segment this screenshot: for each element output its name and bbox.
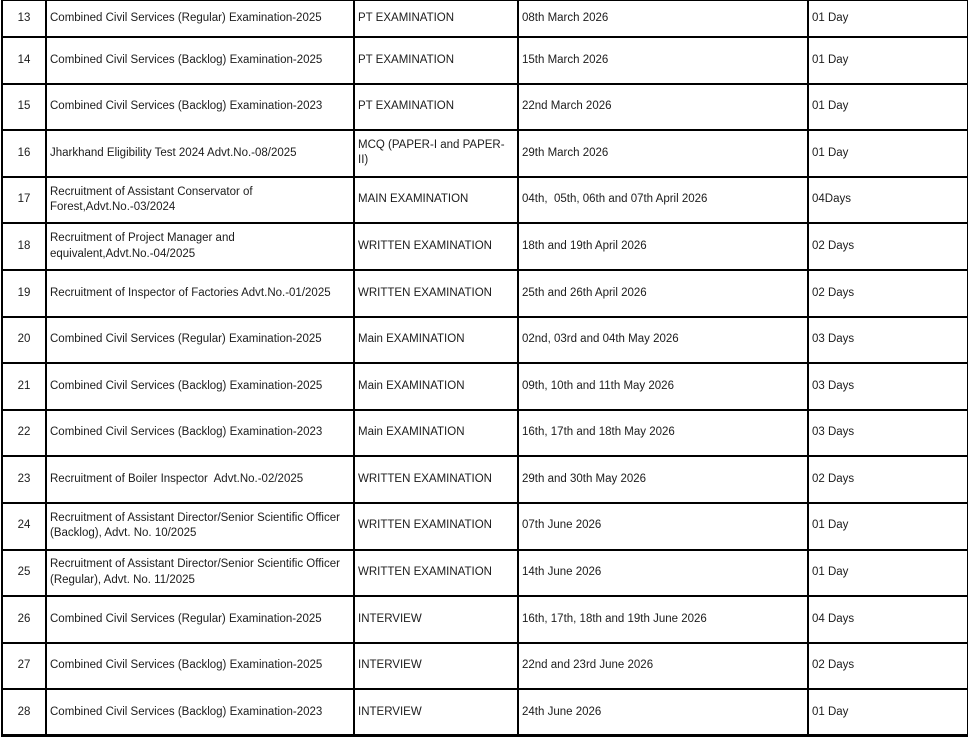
table-row xyxy=(2,177,968,224)
cell-exam-name: Recruitment of Assistant Conservator of Forest,Advt.No.-03/2024 xyxy=(46,177,354,224)
table-row xyxy=(2,596,968,643)
cell-exam-days: 01 Day xyxy=(808,0,968,37)
cell-serial-number: 22 xyxy=(2,410,46,457)
cell-exam-type: PT EXAMINATION xyxy=(354,84,518,131)
cell-serial-number: 24 xyxy=(2,503,46,550)
cell-exam-dates: 02nd, 03rd and 04th May 2026 xyxy=(518,317,808,364)
cell-exam-name: Jharkhand Eligibility Test 2024 Advt.No.-08/2025 xyxy=(46,130,354,177)
cell-exam-days: 02 Days xyxy=(808,456,968,503)
cell-exam-days: 02 Days xyxy=(808,223,968,270)
cell-exam-dates: 14th June 2026 xyxy=(518,550,808,597)
table-row xyxy=(2,84,968,131)
cell-exam-name: Combined Civil Services (Backlog) Examination-2023 xyxy=(46,689,354,736)
cell-exam-type: WRITTEN EXAMINATION xyxy=(354,503,518,550)
cell-exam-dates: 22nd and 23rd June 2026 xyxy=(518,643,808,690)
cell-exam-type: INTERVIEW xyxy=(354,689,518,736)
cell-exam-type: MAIN EXAMINATION xyxy=(354,177,518,224)
cell-exam-dates: 16th, 17th and 18th May 2026 xyxy=(518,410,808,457)
cell-exam-type: INTERVIEW xyxy=(354,643,518,690)
cell-exam-type: PT EXAMINATION xyxy=(354,0,518,37)
cell-exam-name: Combined Civil Services (Regular) Examination-2025 xyxy=(46,317,354,364)
cell-exam-days: 01 Day xyxy=(808,689,968,736)
cell-exam-dates: 25th and 26th April 2026 xyxy=(518,270,808,317)
cell-exam-dates: 29th and 30th May 2026 xyxy=(518,456,808,503)
cell-serial-number: 14 xyxy=(2,37,46,84)
cell-exam-dates: 18th and 19th April 2026 xyxy=(518,223,808,270)
cell-exam-name: Recruitment of Boiler Inspector Advt.No.-02/2025 xyxy=(46,456,354,503)
cell-serial-number: 16 xyxy=(2,130,46,177)
cell-exam-days: 02 Days xyxy=(808,643,968,690)
cell-exam-dates: 16th, 17th, 18th and 19th June 2026 xyxy=(518,596,808,643)
cell-exam-type: INTERVIEW xyxy=(354,596,518,643)
cell-serial-number: 21 xyxy=(2,363,46,410)
cell-exam-days: 01 Day xyxy=(808,84,968,131)
cell-exam-days: 04Days xyxy=(808,177,968,224)
cell-exam-name: Combined Civil Services (Backlog) Examination-2023 xyxy=(46,84,354,131)
table-row xyxy=(2,643,968,690)
table-row xyxy=(2,363,968,410)
cell-exam-type: Main EXAMINATION xyxy=(354,363,518,410)
cell-exam-type: WRITTEN EXAMINATION xyxy=(354,456,518,503)
table-row xyxy=(2,270,968,317)
cell-exam-days: 02 Days xyxy=(808,270,968,317)
cell-serial-number: 17 xyxy=(2,177,46,224)
cell-exam-type: Main EXAMINATION xyxy=(354,410,518,457)
cell-exam-dates: 24th June 2026 xyxy=(518,689,808,736)
cell-exam-type: MCQ (PAPER-I and PAPER-II) xyxy=(354,130,518,177)
cell-serial-number: 15 xyxy=(2,84,46,131)
cell-exam-name: Combined Civil Services (Regular) Examination-2025 xyxy=(46,596,354,643)
table-row xyxy=(2,456,968,503)
cell-exam-name: Recruitment of Assistant Director/Senior Scientific Officer (Backlog), Advt. No. 10/2025 xyxy=(46,503,354,550)
cell-serial-number: 25 xyxy=(2,550,46,597)
table-row xyxy=(2,503,968,550)
cell-exam-days: 01 Day xyxy=(808,550,968,597)
cell-exam-dates: 07th June 2026 xyxy=(518,503,808,550)
cell-exam-days: 03 Days xyxy=(808,363,968,410)
cell-exam-type: WRITTEN EXAMINATION xyxy=(354,270,518,317)
table-row xyxy=(2,410,968,457)
cell-exam-name: Recruitment of Inspector of Factories Advt.No.-01/2025 xyxy=(46,270,354,317)
cell-exam-days: 01 Day xyxy=(808,130,968,177)
cell-exam-days: 03 Days xyxy=(808,410,968,457)
cell-serial-number: 13 xyxy=(2,0,46,37)
cell-exam-dates: 09th, 10th and 11th May 2026 xyxy=(518,363,808,410)
cell-exam-days: 01 Day xyxy=(808,37,968,84)
cell-exam-type: WRITTEN EXAMINATION xyxy=(354,223,518,270)
cell-exam-name: Recruitment of Assistant Director/Senior Scientific Officer (Regular), Advt. No. 11/2025 xyxy=(46,550,354,597)
cell-serial-number: 27 xyxy=(2,643,46,690)
cell-exam-name: Recruitment of Project Manager and equivalent,Advt.No.-04/2025 xyxy=(46,223,354,270)
cell-exam-name: Combined Civil Services (Backlog) Examination-2025 xyxy=(46,643,354,690)
cell-exam-dates: 08th March 2026 xyxy=(518,0,808,37)
cell-serial-number: 28 xyxy=(2,689,46,736)
table-row xyxy=(2,689,968,736)
cell-exam-dates: 04th, 05th, 06th and 07th April 2026 xyxy=(518,177,808,224)
table-row xyxy=(2,0,968,37)
cell-exam-name: Combined Civil Services (Backlog) Examination-2025 xyxy=(46,37,354,84)
cell-exam-days: 03 Days xyxy=(808,317,968,364)
table-row xyxy=(2,223,968,270)
table-row xyxy=(2,550,968,597)
cell-exam-dates: 29th March 2026 xyxy=(518,130,808,177)
cell-exam-dates: 15th March 2026 xyxy=(518,37,808,84)
cell-exam-type: Main EXAMINATION xyxy=(354,317,518,364)
cell-exam-name: Combined Civil Services (Regular) Examination-2025 xyxy=(46,0,354,37)
cell-serial-number: 23 xyxy=(2,456,46,503)
cell-exam-days: 04 Days xyxy=(808,596,968,643)
table-row xyxy=(2,130,968,177)
exam-schedule-table xyxy=(1,0,968,737)
cell-serial-number: 20 xyxy=(2,317,46,364)
cell-exam-name: Combined Civil Services (Backlog) Examination-2023 xyxy=(46,410,354,457)
cell-exam-type: PT EXAMINATION xyxy=(354,37,518,84)
table-row xyxy=(2,317,968,364)
table-row xyxy=(2,37,968,84)
cell-exam-dates: 22nd March 2026 xyxy=(518,84,808,131)
table-body xyxy=(2,0,968,736)
cell-serial-number: 19 xyxy=(2,270,46,317)
cell-exam-name: Combined Civil Services (Backlog) Examination-2025 xyxy=(46,363,354,410)
cell-serial-number: 26 xyxy=(2,596,46,643)
cell-exam-days: 01 Day xyxy=(808,503,968,550)
cell-serial-number: 18 xyxy=(2,223,46,270)
cell-exam-type: WRITTEN EXAMINATION xyxy=(354,550,518,597)
